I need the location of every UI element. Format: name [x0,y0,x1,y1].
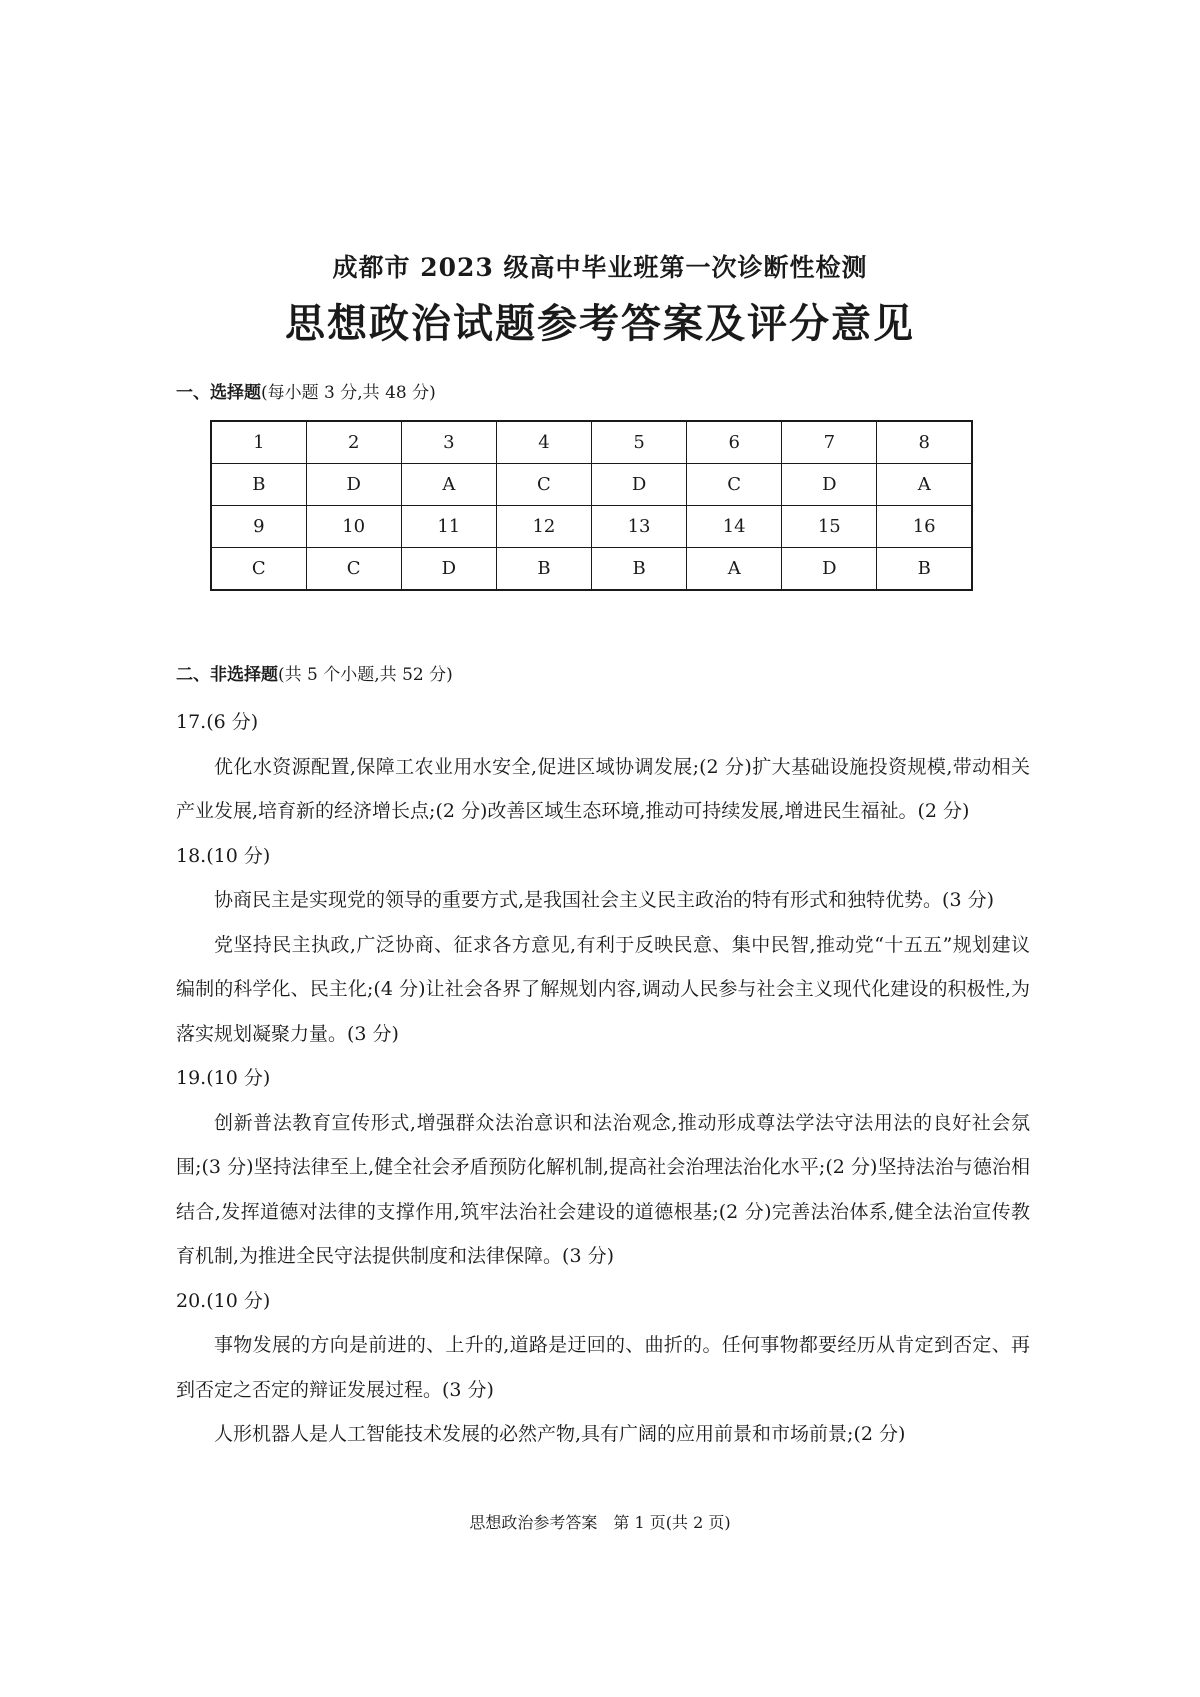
section-2-note: (共 5 个小题,共 52 分) [278,665,453,685]
question-17-number: 17.(6 分) [176,711,259,733]
answer-cell: D [782,464,877,506]
answer-cell: B [211,464,306,506]
question-number-cell: 9 [211,506,306,548]
section-1-heading [176,378,436,403]
question-18-number: 18.(10 分) [176,844,271,867]
question-number-cell: 6 [687,421,782,464]
answer-cell: D [592,464,687,506]
question-number-cell: 16 [877,506,972,548]
answer-cell: B [877,548,972,591]
question-number-cell: 2 [306,421,401,464]
exam-title: 成都市 2023 级高中毕业班第一次诊断性检测 [332,253,868,282]
answer-cell: A [401,464,496,506]
question-20-answer-part-2: 人形机器人是人工智能技术发展的必然产物,具有广阔的应用前景和市场前景;(2 分) [214,1423,906,1445]
answer-cell: C [496,464,591,506]
question-number-cell: 14 [687,506,782,548]
answer-cell: D [782,548,877,591]
question-number-cell: 13 [592,506,687,548]
answer-cell: D [306,464,401,506]
answer-row [211,548,972,591]
question-number-cell: 11 [401,506,496,548]
question-number-cell: 4 [496,421,591,464]
question-18-answer-part-2: 党坚持民主执政,广泛协商、征求各方意见,有利于反映民意、集中民智,推动党“十五五”规划建议编制的科学化、民主化;(4 分)让社会各界了解规划内容,调动人民参与社会主义现代化建设的积极性,为落实规划凝聚力量。(3 分) [176,933,1030,1045]
question-20-answer-part-1: 事物发展的方向是前进的、上升的,道路是迂回的、曲折的。任何事物都要经历从肯定到否定、再到否定之否定的辩证发展过程。(3 分) [176,1334,1030,1401]
question-number-cell: 7 [782,421,877,464]
question-number-cell: 3 [401,421,496,464]
question-18-answer-part-1: 协商民主是实现党的领导的重要方式,是我国社会主义民主政治的特有形式和独特优势。(3 分) [214,889,994,911]
section-1-note: (每小题 3 分,共 48 分) [261,383,436,403]
answer-cell: D [401,548,496,591]
section-2-label: 二、非选择题 [176,665,278,685]
question-number-cell: 1 [211,421,306,464]
section-2-heading [176,660,453,685]
question-number-cell: 10 [306,506,401,548]
answer-cell: B [496,548,591,591]
answer-cell: B [592,548,687,591]
question-20-number: 20.(10 分) [176,1289,271,1312]
question-19-answer: 创新普法教育宣传形式,增强群众法治意识和法治观念,推动形成尊法学法守法用法的良好社会氛围;(3 分)坚持法律至上,健全社会矛盾预防化解机制,提高社会治理法治化水平;(2 分)坚持法治与德治相结合,发挥道德对法律的支撑作用,筑牢法治社会建设的道德根基;(2 分)完善法治体系,健全法治宣传教育机制,为推进全民守法提供制度和法律保障。(3 分) [176,1111,1030,1267]
document-title: 思想政治试题参考答案及评分意见 [285,300,915,347]
question-number-cell: 8 [877,421,972,464]
question-19-number: 19.(10 分) [176,1067,271,1089]
question-number-row [211,506,972,548]
page-footer: 思想政治参考答案 第 1 页(共 2 页) [469,1513,731,1532]
answer-cell: A [687,548,782,591]
question-number-cell: 12 [496,506,591,548]
section-1-label: 一、选择题 [176,383,261,403]
answer-cell: C [211,548,306,591]
question-number-row [211,421,972,464]
multiple-choice-answer-table [210,420,973,591]
answer-cell: A [877,464,972,506]
answer-cell: C [306,548,401,591]
free-response-answers [176,700,1030,1457]
question-number-cell: 5 [592,421,687,464]
question-number-cell: 15 [782,506,877,548]
question-17-answer: 优化水资源配置,保障工农业用水安全,促进区域协调发展;(2 分)扩大基础设施投资规模,带动相关产业发展,培育新的经济增长点;(2 分)改善区域生态环境,推动可持续发展,增进民生福祉。(2 分) [176,755,1030,822]
answer-row [211,464,972,506]
answer-cell: C [687,464,782,506]
